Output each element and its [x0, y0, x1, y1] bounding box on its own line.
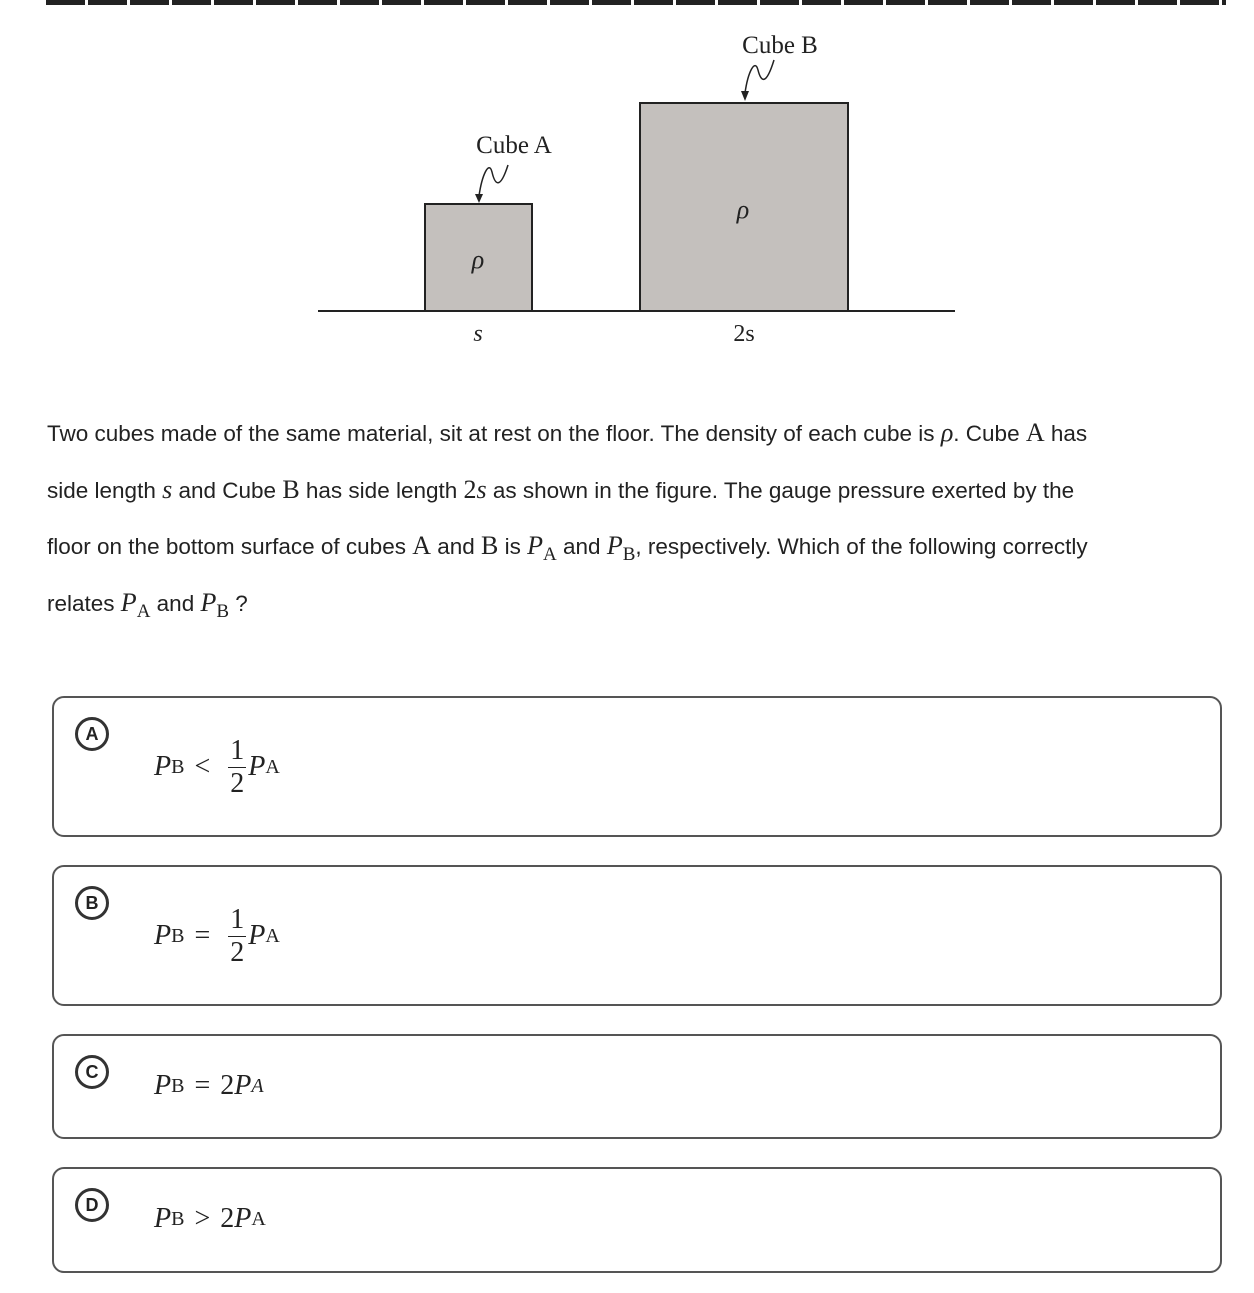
- option-formula: [154, 1066, 264, 1106]
- question-text-segment: ?: [229, 590, 248, 616]
- question-text: [47, 418, 1237, 644]
- fraction: [228, 903, 246, 968]
- option-formula: [154, 1199, 266, 1239]
- question-text-segment: floor on the bottom surface of cubes: [47, 534, 413, 559]
- math-variable: [606, 531, 636, 565]
- math-variable: [162, 475, 172, 504]
- question-text-segment: side length: [47, 477, 163, 503]
- math-variable: [477, 475, 487, 504]
- math-subscript: B: [216, 600, 230, 622]
- denominator: 2: [230, 767, 245, 799]
- question-text-segment: is: [498, 534, 528, 559]
- cube-b-pointer: [745, 60, 774, 93]
- lhs-subscript: B: [171, 1207, 185, 1230]
- lhs-variable: P: [154, 1070, 172, 1101]
- math-symbol: 2: [463, 474, 477, 504]
- option-formula: [154, 732, 280, 802]
- answer-option-c[interactable]: [52, 1034, 1222, 1139]
- rhs-variable: P: [248, 920, 266, 951]
- lhs-variable: P: [154, 1203, 172, 1234]
- fraction: [228, 734, 246, 799]
- math-variable: [527, 531, 557, 565]
- math-var: s: [162, 474, 173, 504]
- math-variable: [200, 587, 230, 622]
- rhs-subscript: A: [251, 1207, 266, 1230]
- rhs-variable: P: [234, 1070, 252, 1101]
- math-variable: [941, 418, 953, 447]
- option-letter-badge[interactable]: C: [75, 1055, 109, 1089]
- cube-b-density: ρ: [736, 195, 750, 224]
- option-formula: [154, 901, 280, 971]
- rhs-subscript: A: [251, 1074, 264, 1097]
- cube-a-label: Cube A: [476, 132, 552, 159]
- answer-option-b[interactable]: [52, 865, 1222, 1006]
- question-text-segment: . Cube: [953, 421, 1026, 446]
- math-symbol: A: [412, 531, 431, 560]
- question-line: [47, 418, 1237, 475]
- math-variable: [120, 587, 151, 622]
- cube-b-side: 2s: [733, 321, 755, 347]
- question-line: [47, 588, 1237, 645]
- cube-a-density: ρ: [471, 245, 485, 274]
- math-var: P: [120, 587, 137, 617]
- relation-operator: >: [194, 1203, 211, 1234]
- lhs-subscript: B: [171, 755, 185, 778]
- question-line: [47, 531, 1237, 588]
- lhs-subscript: B: [171, 1074, 185, 1097]
- numerator: 1: [230, 903, 245, 935]
- rhs-subscript: A: [265, 755, 280, 778]
- rhs-subscript: A: [265, 924, 280, 947]
- option-letter-badge[interactable]: B: [75, 886, 109, 920]
- question-text-segment: and: [150, 590, 201, 616]
- math-var: P: [200, 587, 217, 617]
- rhs-variable: P: [248, 751, 266, 782]
- question-text-segment: relates: [47, 590, 121, 616]
- math-symbol: B: [282, 474, 300, 504]
- math-var: P: [527, 531, 544, 560]
- math-symbol: A: [1025, 418, 1045, 447]
- question-text-segment: Two cubes made of the same material, sit at rest on the floor. The density of each cube is: [47, 421, 941, 446]
- math-subscript: B: [622, 544, 636, 565]
- relation-operator: =: [194, 920, 211, 951]
- option-letter-badge[interactable]: D: [75, 1188, 109, 1222]
- question-text-segment: as shown in the figure. The gauge pressure exerted by the: [486, 477, 1075, 503]
- answer-option-a[interactable]: [52, 696, 1222, 837]
- numerator: 1: [230, 734, 245, 766]
- coefficient: 2: [220, 1203, 235, 1234]
- math-var: ρ: [940, 418, 954, 447]
- relation-operator: <: [194, 751, 211, 782]
- cubes-figure: [0, 0, 1254, 400]
- question-text-segment: and: [431, 534, 482, 559]
- answer-option-d[interactable]: [52, 1167, 1222, 1273]
- option-letter-badge[interactable]: A: [75, 717, 109, 751]
- math-var: s: [476, 474, 487, 504]
- relation-operator: =: [194, 1070, 211, 1101]
- math-var: P: [606, 531, 623, 560]
- question-text-segment: , respectively. Which of the following correctly: [635, 534, 1088, 559]
- rhs-variable: P: [234, 1203, 252, 1234]
- cube-a-side: s: [473, 321, 483, 347]
- math-symbol: B: [481, 531, 499, 560]
- question-text-segment: and: [556, 534, 607, 559]
- math-subscript: A: [543, 544, 557, 565]
- question-text-segment: has side length: [299, 477, 464, 503]
- cube-b-label: Cube B: [742, 32, 818, 59]
- question-text-segment: and Cube: [172, 477, 283, 503]
- question-line: [47, 475, 1237, 532]
- question-text-segment: has: [1044, 421, 1088, 446]
- lhs-subscript: B: [171, 924, 185, 947]
- lhs-variable: P: [154, 751, 172, 782]
- coefficient: 2: [220, 1070, 235, 1101]
- lhs-variable: P: [154, 920, 172, 951]
- cube-a-pointer: [479, 165, 508, 196]
- denominator: 2: [230, 936, 245, 968]
- math-subscript: A: [136, 600, 151, 622]
